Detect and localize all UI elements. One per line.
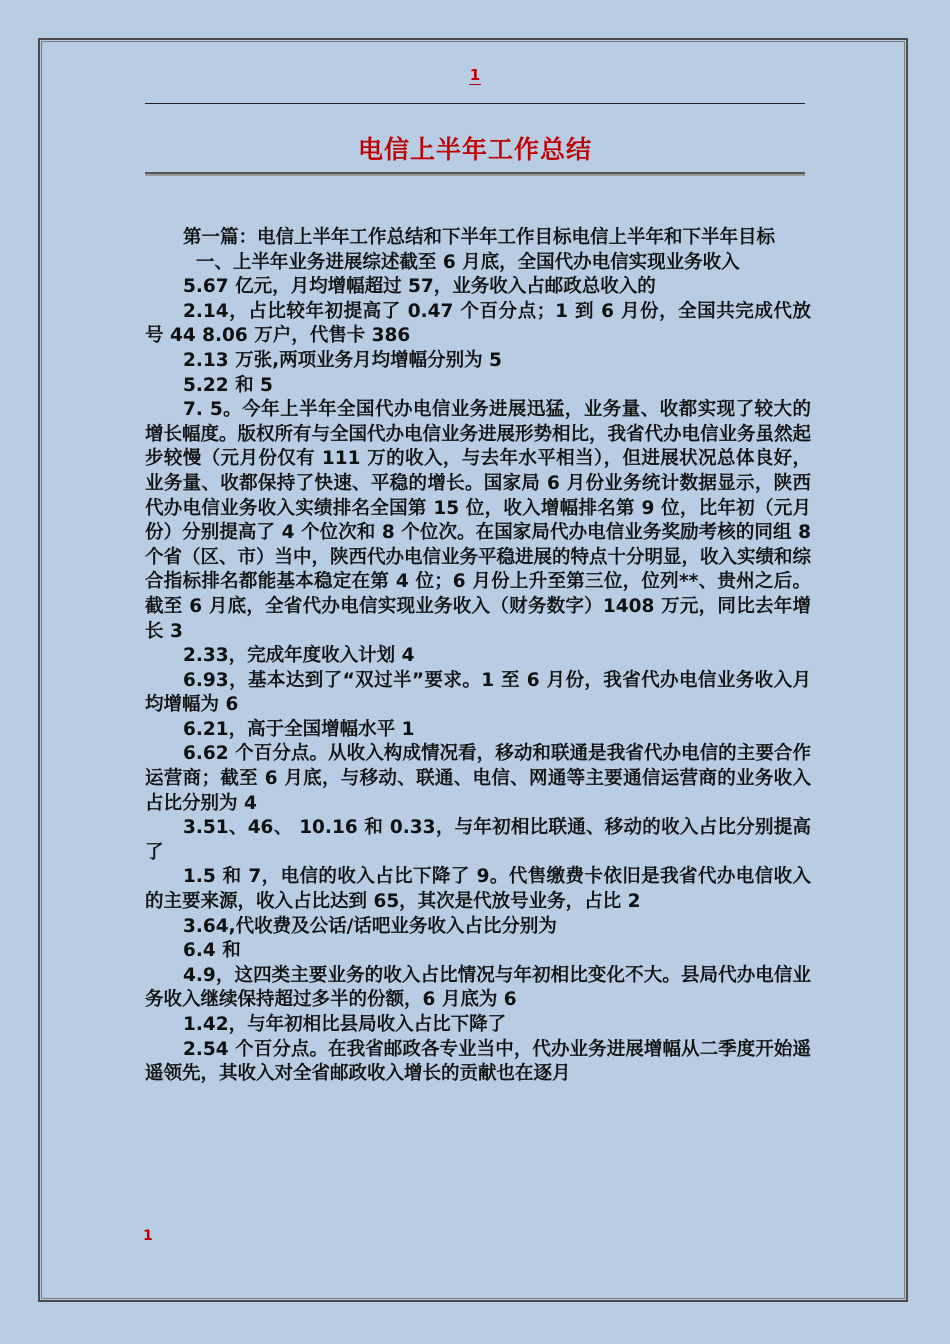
paragraph: 5.67 亿元，月均增幅超过 57，业务收入占邮政总收入的 bbox=[183, 276, 656, 298]
document-body bbox=[145, 226, 811, 1087]
paragraph: 3.64,代收费及公话/话吧业务收入占比分别为 bbox=[183, 915, 557, 937]
paragraph: 2.33，完成年度收入计划 4 bbox=[183, 645, 415, 667]
paragraph: 5.22 和 5 bbox=[183, 374, 273, 396]
paragraph: 6.62 个百分点。从收入构成情况看，移动和联通是我省代办电信的主要合作运营商；截至 6 月底，与移动、联通、电信、网通等主要通信运营商的业务收入占比分别为 4 bbox=[145, 743, 811, 814]
paragraph: 1.5 和 7，电信的收入占比下降了 9。代售缴费卡依旧是我省代办电信收入的主要来源，收入占比达到 65，其次是代放号业务，占比 2 bbox=[145, 866, 811, 913]
header-page-number: 1 bbox=[469, 66, 481, 84]
title-rule bbox=[145, 172, 805, 174]
paragraph: 7. 5。今年上半年全国代办电信业务进展迅猛，业务量、收都实现了较大的增长幅度。版权所有与全国代办电信业务进展形势相比，我省代办电信业务虽然起步较慢（元月份仅有 111 万的收入，与去年水平相当），但进展状况总体良好，业务量、收都保持了快速、平稳的增长。国家局 6 月份业务统计数据显示，陕西代办电信业务收入实绩排名全国第 15 位，收入增幅排名第 9 位，比年初（元月份）分别提高了 4 个位次和 8 个位次。在国家局代办电信业务奖励考核的同组 8 个省（区、市）当中，陕西代办电信业务平稳进展的特点十分明显，收入实绩和综合指标排名都能基本稳定在第 4 位；6 月份上升至第三位，位列**、贵州之后。截至 6 月底，全省代办电信实现业务收入（财务数字）1408 万元，同比去年增长 3 bbox=[145, 399, 812, 642]
paragraph: 2.13 万张,两项业务月均增幅分别为 5 bbox=[183, 349, 502, 371]
footer-page-number: 1 bbox=[143, 1228, 153, 1244]
paragraph: 第一篇：电信上半年工作总结和下半年工作目标电信上半年和下半年目标 bbox=[183, 227, 776, 248]
paragraph: 6.21，高于全国增幅水平 1 bbox=[183, 718, 415, 740]
paragraph: 2.54 个百分点。在我省邮政各专业当中，代办业务进展增幅从二季度开始遥遥领先，其收入对全省邮政收入增长的贡献也在逐月 bbox=[145, 1038, 811, 1085]
paragraph: 一、上半年业务进展综述截至 6 月底，全国代办电信实现业务收入 bbox=[183, 251, 740, 273]
paragraph: 6.93，基本达到了“双过半”要求。1 至 6 月份，我省代办电信业务收入月均增幅为 6 bbox=[145, 669, 811, 716]
header-rule bbox=[145, 103, 805, 104]
paragraph: 4.9，这四类主要业务的收入占比情况与年初相比变化不大。县局代办电信业务收入继续保持超过多半的份额，6 月底为 6 bbox=[145, 964, 811, 1011]
paragraph: 3.51、46、 10.16 和 0.33，与年初相比联通、移动的收入占比分别提高了 bbox=[145, 817, 811, 863]
paragraph: 6.4 和 bbox=[183, 940, 241, 962]
document-title: 电信上半年工作总结 bbox=[357, 135, 592, 164]
paragraph: 2.14，占比较年初提高了 0.47 个百分点；1 到 6 月份，全国共完成代放号 44 8.06 万户，代售卡 386 bbox=[145, 300, 811, 347]
paragraph: 1.42，与年初相比县局收入占比下降了 bbox=[183, 1014, 507, 1035]
